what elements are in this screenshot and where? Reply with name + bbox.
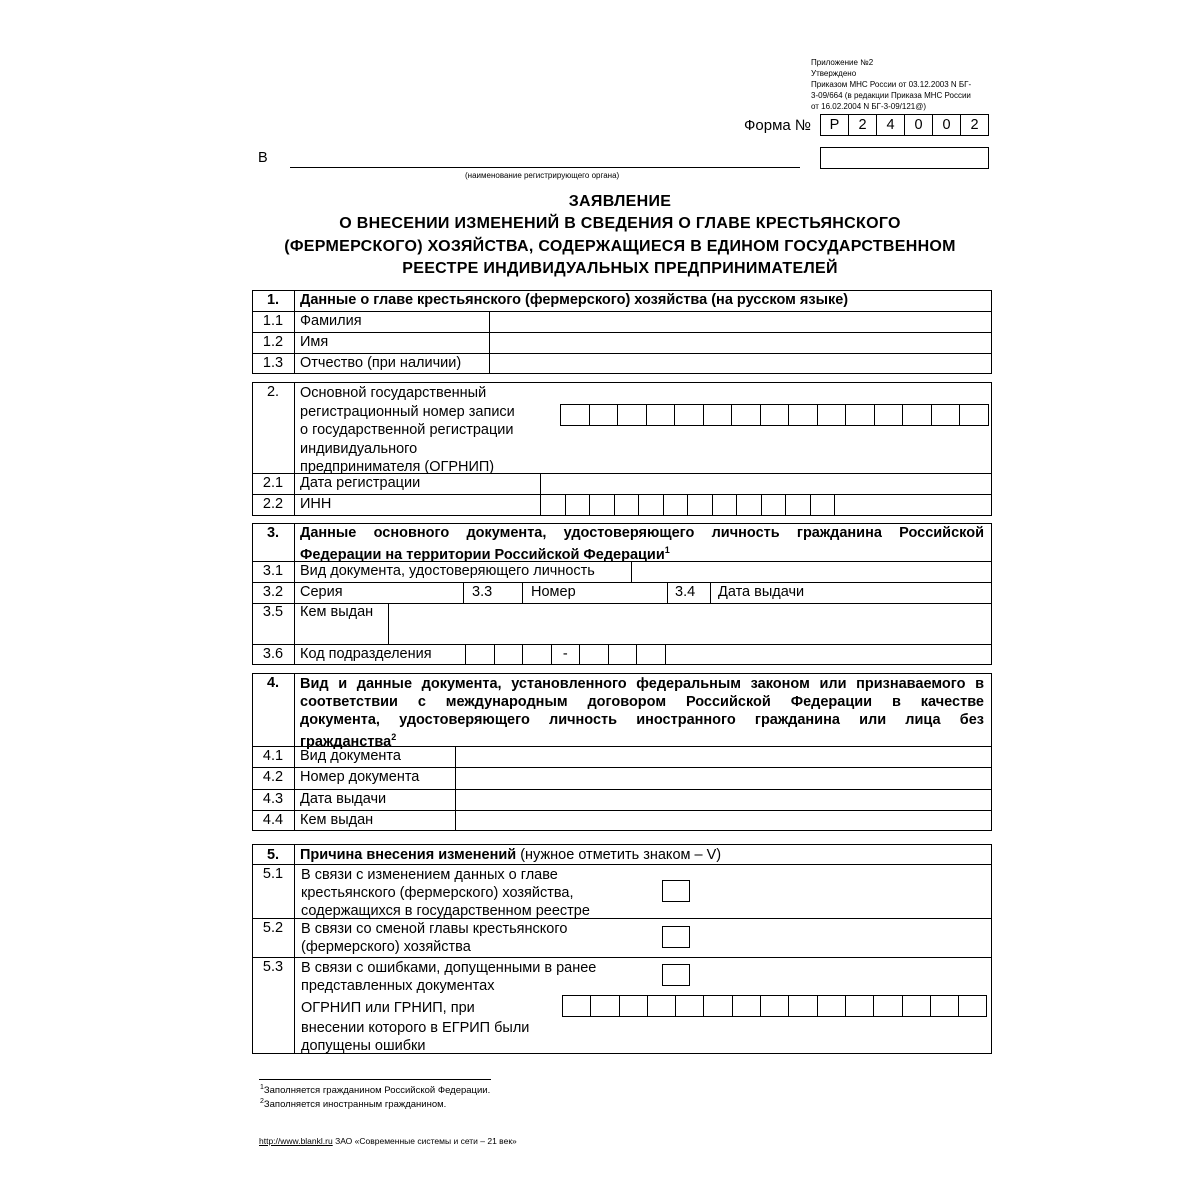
page-footer	[259, 1136, 517, 1146]
divider	[667, 582, 668, 603]
row-number: 4.3	[262, 791, 284, 807]
error-ogrnip-cell[interactable]	[703, 995, 732, 1017]
footer-text: ЗАО «Современные системы и сети – 21 век»	[332, 1136, 517, 1146]
reason-line: ОГРНИП или ГРНИП, при	[301, 1000, 475, 1016]
ogrnip-cell[interactable]	[760, 404, 790, 426]
row-number: 3.2	[262, 584, 284, 600]
patronymic-field[interactable]	[490, 354, 991, 374]
error-ogrnip-cells	[562, 995, 987, 1017]
section-number: 4.	[266, 675, 280, 691]
row-number: 5.1	[262, 866, 284, 882]
row-number: 5.2	[262, 920, 284, 936]
row-label: Номер документа	[300, 769, 420, 785]
ogrnip-cell[interactable]	[845, 404, 875, 426]
approval-line: Утверждено	[811, 69, 857, 78]
reason-line: В связи с ошибками, допущенными в ранее	[301, 960, 597, 976]
section-header-line: Вид и данные документа, установленного федеральным законом или признаваемого в	[300, 676, 984, 692]
form-number-label: Форма №	[744, 117, 812, 134]
division-code-cell[interactable]	[579, 644, 609, 665]
reason-text	[301, 920, 567, 956]
section-header-line: документа, удостоверяющего личность иностранного гражданина или лица без	[300, 712, 984, 728]
inn-cell[interactable]	[614, 494, 640, 516]
approval-line: Приложение №2	[811, 58, 874, 67]
error-ogrnip-cell[interactable]	[647, 995, 676, 1017]
row-number: 2.1	[262, 475, 284, 491]
issued-by-field[interactable]	[389, 604, 991, 644]
row-number: 3.6	[262, 646, 284, 662]
division-code-cells	[465, 644, 666, 665]
form-number-cell: Р	[820, 114, 849, 136]
footnote-mark: 2	[260, 1098, 264, 1105]
inn-cell[interactable]	[687, 494, 713, 516]
error-ogrnip-cell[interactable]	[675, 995, 704, 1017]
error-ogrnip-cell[interactable]	[902, 995, 931, 1017]
row-label: Кем выдан	[300, 812, 374, 828]
form-number-cell: 0	[932, 114, 961, 136]
ogrnip-cell[interactable]	[874, 404, 904, 426]
doc-title-line: (ФЕРМЕРСКОГО) ХОЗЯЙСТВА, СОДЕРЖАЩИЕСЯ В ЕДИНОМ ГОСУДАРСТВЕННОМ	[284, 238, 956, 255]
approval-line: от 16.02.2004 N БГ-3-09/121@)	[811, 102, 927, 111]
inn-cell[interactable]	[785, 494, 811, 516]
division-code-cell[interactable]	[494, 644, 524, 665]
footer-link[interactable]: http://www.blankl.ru	[259, 1136, 333, 1146]
row-number: 3.4	[675, 584, 696, 600]
doc-title-line: О ВНЕСЕНИИ ИЗМЕНЕНИЙ В СВЕДЕНИЯ О ГЛАВЕ КРЕСТЬЯНСКОГО	[339, 215, 901, 232]
foreign-doc-date-field[interactable]	[456, 790, 991, 810]
row-number: 5.3	[262, 959, 284, 975]
row-number: 1.3	[262, 355, 284, 371]
inn-cell[interactable]	[565, 494, 591, 516]
form-number-cells	[820, 114, 989, 136]
inn-cell[interactable]	[589, 494, 615, 516]
row-number: 2.2	[262, 496, 284, 512]
row-number: 4.2	[262, 769, 284, 785]
ogrnip-label-line: предпринимателя (ОГРНИП)	[300, 459, 495, 475]
divider	[294, 382, 295, 516]
ogrnip-cell[interactable]	[646, 404, 676, 426]
row-label: Дата регистрации	[300, 475, 421, 491]
ogrnip-cells	[560, 404, 989, 426]
division-code-cell[interactable]	[522, 644, 552, 665]
row-label: Фамилия	[300, 313, 362, 329]
footnote-text: Заполняется гражданином Российской Федерации.	[263, 1085, 491, 1097]
error-ogrnip-cell[interactable]	[930, 995, 959, 1017]
ogrnip-cell[interactable]	[589, 404, 619, 426]
ogrnip-label-line: о государственной регистрации	[300, 422, 514, 438]
error-ogrnip-cell[interactable]	[562, 995, 591, 1017]
section-header-text: Причина внесения изменений	[300, 847, 517, 863]
error-ogrnip-cell[interactable]	[590, 995, 619, 1017]
divider	[252, 864, 992, 865]
inn-cell[interactable]	[736, 494, 762, 516]
row-label: Кем выдан	[300, 604, 374, 620]
section-number: 3.	[266, 525, 280, 541]
approval-block	[811, 57, 971, 112]
reason-line: (фермерского) хозяйства	[301, 939, 471, 955]
form-number-cell: 4	[876, 114, 905, 136]
divider	[252, 957, 992, 958]
ogrnip-cell[interactable]	[703, 404, 733, 426]
approval-line: 3-09/664 (в редакции Приказа МНС России	[811, 91, 971, 100]
error-ogrnip-cell[interactable]	[817, 995, 846, 1017]
section-header-text: гражданства	[300, 733, 392, 750]
form-number-cell: 2	[848, 114, 877, 136]
row-label: Номер	[531, 584, 576, 600]
error-ogrnip-cell[interactable]	[958, 995, 987, 1017]
section-header-line	[300, 542, 670, 564]
reason-text	[301, 998, 529, 1055]
section-header	[300, 847, 721, 864]
surname-field[interactable]	[490, 312, 991, 332]
row-label: Вид документа	[300, 748, 401, 764]
reason-line: представленных документах	[301, 978, 495, 994]
footnote-ref: 2	[391, 732, 397, 742]
row-label: Дата выдачи	[718, 584, 805, 600]
registration-code-box[interactable]	[820, 147, 989, 169]
row-label: Отчество (при наличии)	[300, 355, 462, 371]
ogrnip-cell[interactable]	[902, 404, 932, 426]
inn-cell[interactable]	[540, 494, 566, 516]
form-number-cell: 2	[960, 114, 989, 136]
foreign-doc-type-field[interactable]	[456, 747, 991, 767]
divider	[294, 673, 295, 831]
inn-cell[interactable]	[663, 494, 689, 516]
reason-line: содержащихся в государственном реестре	[301, 903, 590, 919]
ogrnip-label-line: регистрационный номер записи	[300, 403, 515, 420]
row-label: Серия	[300, 584, 343, 600]
divider	[522, 582, 523, 603]
form-number-cell: 0	[904, 114, 933, 136]
row-number: 3.5	[262, 604, 284, 620]
inn-cell[interactable]	[761, 494, 787, 516]
reason-text	[301, 866, 590, 920]
ogrnip-cell[interactable]	[674, 404, 704, 426]
error-ogrnip-cell[interactable]	[732, 995, 761, 1017]
error-ogrnip-cell[interactable]	[788, 995, 817, 1017]
recipient-prefix: В	[258, 150, 268, 166]
error-ogrnip-cell[interactable]	[619, 995, 648, 1017]
ogrnip-cell[interactable]	[788, 404, 818, 426]
divider	[710, 582, 711, 603]
error-ogrnip-cell[interactable]	[760, 995, 789, 1017]
id-document-type-field[interactable]	[632, 562, 991, 582]
first-name-field[interactable]	[490, 333, 991, 353]
row-label: Дата выдачи	[300, 791, 387, 807]
divider	[252, 582, 992, 583]
row-label: ИНН	[300, 496, 332, 512]
reason-checkbox[interactable]	[662, 964, 690, 986]
footnote-separator	[259, 1079, 491, 1080]
ogrnip-cell[interactable]	[617, 404, 647, 426]
inn-cells	[540, 494, 835, 516]
section-number: 2.	[266, 384, 280, 400]
reason-line: В связи с изменением данных о главе	[301, 867, 558, 883]
reason-line: В связи со сменой главы крестьянского	[301, 921, 568, 937]
ogrnip-cell[interactable]	[959, 404, 989, 426]
reason-line: крестьянского (фермерского) хозяйства,	[301, 885, 574, 901]
ogrnip-cell[interactable]	[817, 404, 847, 426]
recipient-line[interactable]	[290, 167, 800, 168]
row-number: 3.3	[472, 584, 493, 600]
ogrnip-cell[interactable]	[560, 404, 590, 426]
footnote	[260, 1098, 446, 1110]
footnote-mark: 1	[260, 1084, 264, 1091]
row-number: 4.1	[262, 748, 284, 764]
approval-line: Приказом МНС России от 03.12.2003 N БГ-	[811, 80, 972, 89]
reason-line: внесении которого в ЕГРИП были	[301, 1020, 530, 1036]
reason-line: допущены ошибки	[301, 1038, 426, 1054]
inn-cell[interactable]	[810, 494, 836, 516]
row-label: Имя	[300, 334, 329, 350]
inn-cell[interactable]	[638, 494, 664, 516]
section-header: Данные о главе крестьянского (фермерского) хозяйства (на русском языке)	[300, 292, 849, 308]
ogrnip-label-line: индивидуального	[300, 440, 418, 457]
ogrnip-label	[300, 384, 515, 477]
section-header-text: Федерации на территории Российской Федерации	[300, 546, 665, 563]
divider	[463, 582, 464, 603]
row-label: Вид документа, удостоверяющего личность	[300, 563, 595, 579]
row-number: 4.4	[262, 812, 284, 828]
doc-title-line: ЗАЯВЛЕНИЕ	[568, 193, 672, 210]
error-ogrnip-cell[interactable]	[845, 995, 874, 1017]
footnote-ref: 1	[664, 545, 670, 555]
section-header-line: соответствии с международным договором Российской Федерации в качестве	[300, 694, 984, 710]
section-number: 1.	[266, 292, 280, 308]
error-ogrnip-cell[interactable]	[873, 995, 902, 1017]
ogrnip-cell[interactable]	[931, 404, 961, 426]
ogrnip-label-line: Основной государственный	[300, 385, 487, 401]
section-number: 5.	[266, 847, 280, 863]
row-number: 1.1	[262, 313, 284, 329]
registration-date-field[interactable]	[541, 474, 991, 494]
footnote	[260, 1084, 490, 1096]
section-header-line: Данные основного документа, удостоверяющего личность гражданина Российской	[300, 525, 984, 541]
row-label: Код подразделения	[300, 646, 432, 662]
footnote-text: Заполняется иностранным гражданином.	[263, 1099, 447, 1111]
row-number: 3.1	[262, 563, 284, 579]
division-code-cell[interactable]	[636, 644, 666, 665]
foreign-doc-number-field[interactable]	[456, 768, 991, 789]
ogrnip-cell[interactable]	[731, 404, 761, 426]
reason-checkbox[interactable]	[662, 880, 690, 902]
foreign-doc-issuer-field[interactable]	[456, 811, 991, 831]
divider	[294, 844, 295, 1054]
reason-text	[301, 959, 596, 995]
division-code-cell[interactable]	[608, 644, 638, 665]
division-code-cell[interactable]	[465, 644, 495, 665]
row-number: 1.2	[262, 334, 284, 350]
recipient-caption: (наименование регистрирующего органа)	[465, 171, 620, 180]
reason-checkbox[interactable]	[662, 926, 690, 948]
division-code-dash: -	[551, 644, 581, 665]
section-header-hint: (нужное отметить знаком – V)	[516, 847, 722, 863]
inn-cell[interactable]	[712, 494, 738, 516]
doc-title-line: РЕЕСТРЕ ИНДИВИДУАЛЬНЫХ ПРЕДПРИНИМАТЕЛЕЙ	[402, 260, 838, 277]
